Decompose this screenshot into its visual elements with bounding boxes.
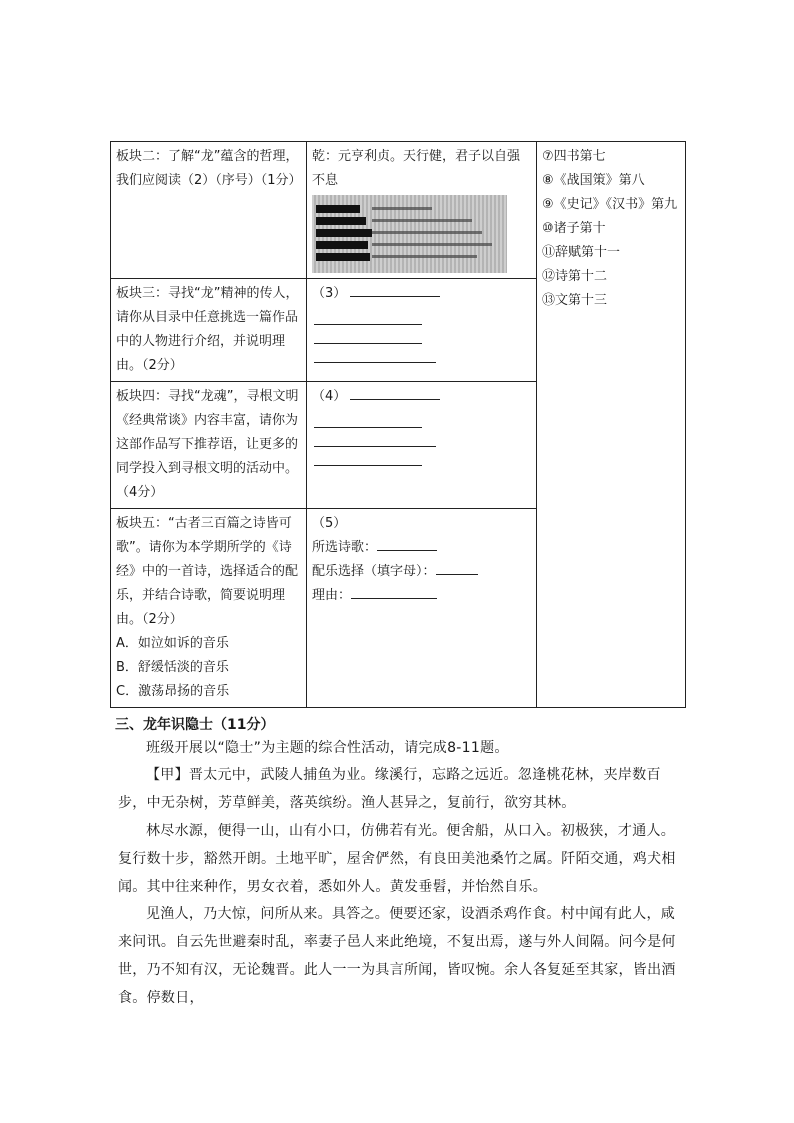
- passage-paragraph-1: 【甲】晋太元中，武陵人捕鱼为业。缘溪行，忘路之远近。忽逢桃花林，夹岸数百步，中无杂树，芳草鲜美，落英缤纷。渔人甚异之，复前行，欲穷其林。: [118, 767, 661, 811]
- block-four-prompt: [111, 382, 307, 509]
- block-five-prompt: [111, 509, 307, 708]
- answer-line[interactable]: [314, 447, 422, 466]
- answer-label-5: （5）: [312, 516, 347, 531]
- music-label: 配乐选择（填字母）：: [312, 564, 436, 579]
- catalog-item: ⑪辞赋第十一: [542, 245, 621, 260]
- qian-quote: 乾：元亨利贞。天行健，君子以自强不息: [312, 149, 521, 188]
- block-two-answer-cell: [307, 142, 537, 279]
- block-two-text: 板块二：了解“龙”蕴含的哲理，我们应阅读（2）（序号）（1分）: [116, 149, 302, 188]
- option-b: B．舒缓恬淡的音乐: [116, 660, 229, 675]
- passage-paragraph-2: 林尽水源，便得一山，山有小口，仿佛若有光。便舍船，从口入。初极狭，才通人。复行数十步，豁然开朗。土地平旷，屋舍俨然，有良田美池桑竹之属。阡陌交通，鸡犬相闻。其中往来种作，男女衣着，悉如外人。黄发垂髫，并怡然自乐。: [118, 823, 676, 895]
- music-blank[interactable]: [436, 560, 478, 575]
- answer-line[interactable]: [350, 282, 440, 297]
- answer-line[interactable]: [314, 428, 436, 447]
- block-five-answer-cell: [307, 509, 537, 708]
- catalog-item: ⑫诗第十二: [542, 269, 608, 284]
- reason-label: 理由：: [312, 588, 352, 603]
- poem-label: 所选诗歌：: [312, 540, 378, 555]
- answer-line[interactable]: [314, 306, 422, 325]
- block-five-text: 板块五：“古者三百篇之诗皆可歌”。请你为本学期所学的《诗经》中的一首诗，选择适合的配乐，并结合诗歌，简要说明理由。（2分）: [116, 516, 299, 627]
- section-intro: 班级开展以“隐士”为主题的综合性活动，请完成8-11题。: [146, 740, 509, 756]
- block-three-prompt: [111, 279, 307, 382]
- passage-paragraph-3: 见渔人，乃大惊，问所从来。具答之。便要还家，设酒杀鸡作食。村中闻有此人，咸来问讯。自云先世避秦时乱，率妻子邑人来此绝境，不复出焉，遂与外人间隔。问今是何世，乃不知有汉，无论魏晋。此人一一为具言所闻，皆叹惋。余人各复延至其家，皆出酒食。停数日，: [118, 906, 676, 1006]
- answer-line[interactable]: [314, 344, 436, 363]
- catalog-item: ⑬文第十三: [542, 293, 608, 308]
- block-three-answer-cell: [307, 279, 537, 382]
- answer-line[interactable]: [314, 409, 422, 428]
- answer-line[interactable]: [350, 385, 440, 400]
- catalog-item: ⑩诸子第十: [542, 221, 606, 236]
- scanned-text-image: [312, 195, 507, 273]
- option-c: C．激荡昂扬的音乐: [116, 684, 230, 699]
- section-title: 三、龙年识隐士（11分）: [115, 717, 275, 733]
- catalog-item: ⑦四书第七: [542, 149, 606, 164]
- activity-table: [110, 141, 686, 708]
- answer-line[interactable]: [314, 325, 422, 344]
- block-four-text: 板块四：寻找“龙魂”，寻根文明《经典常谈》内容丰富，请你为这部作品写下推荐语，让更多的同学投入到寻根文明的活动中。（4分）: [116, 389, 299, 500]
- poem-blank[interactable]: [377, 536, 437, 551]
- answer-label-3: （3）: [312, 286, 347, 301]
- catalog-column: [537, 142, 686, 708]
- catalog-item: ⑨《史记》《汉书》第九: [542, 197, 678, 212]
- catalog-item: ⑧《战国策》第八: [542, 173, 645, 188]
- option-a: A．如泣如诉的音乐: [116, 636, 229, 651]
- block-two-prompt: [111, 142, 307, 279]
- reason-blank[interactable]: [351, 584, 437, 599]
- block-three-text: 板块三：寻找“龙”精神的传人，请你从目录中任意挑选一篇作品中的人物进行介绍，并说明理由。（2分）: [116, 286, 299, 373]
- block-four-answer-cell: [307, 382, 537, 509]
- answer-label-4: （4）: [312, 389, 347, 404]
